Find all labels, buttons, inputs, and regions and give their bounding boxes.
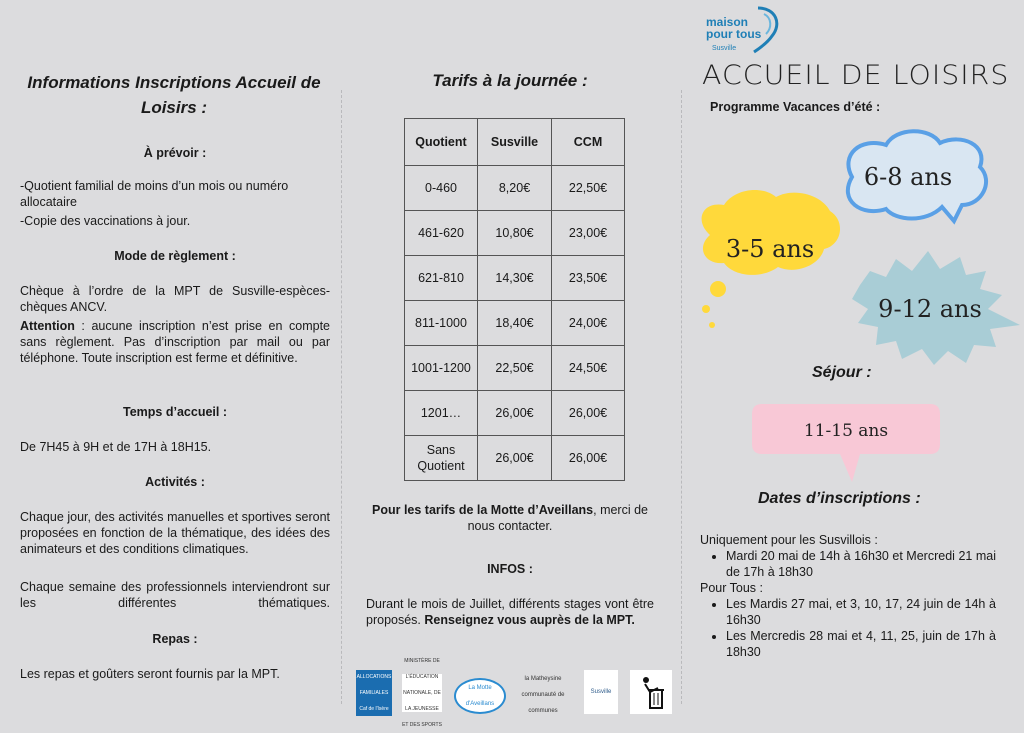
inscriptions-block xyxy=(700,532,996,660)
age-bubbles xyxy=(690,125,1024,365)
table-cell: 14,30€ xyxy=(478,256,552,301)
bubble-6-8 xyxy=(848,131,986,221)
susville-logo: Susville xyxy=(584,670,618,714)
table-cell: 23,50€ xyxy=(552,256,625,301)
table-cell: 811-1000 xyxy=(405,301,478,346)
bubble-9-12 xyxy=(852,251,1020,365)
table-cell: 1201… xyxy=(405,391,478,436)
activites-text-2: Chaque semaine des professionnels interviendront sur les différentes thématiques. xyxy=(20,580,330,610)
tarifs-table xyxy=(404,118,625,481)
activites-text-1: Chaque jour, des activités manuelles et sportives seront proposées en fonction de la thématique, des idées des animateurs et des conditions climatiques. xyxy=(20,510,330,556)
tarifs-title: Tarifs à la journée : xyxy=(432,71,588,90)
table-header-cell: Quotient xyxy=(405,119,478,166)
repas-text: Les repas et goûters seront fournis par la MPT. xyxy=(20,667,280,681)
maison-pour-tous-logo xyxy=(698,4,788,56)
temps-text: De 7H45 à 9H et de 17H à 18H15. xyxy=(20,440,212,454)
partner-logos xyxy=(352,658,672,728)
left-column xyxy=(18,0,330,724)
table-cell: 8,20€ xyxy=(478,166,552,211)
logo-line-2: pour tous xyxy=(706,27,762,41)
table-header-cell: Susville xyxy=(478,119,552,166)
reglement-heading: Mode de règlement : xyxy=(114,249,236,263)
repas-heading: Repas : xyxy=(152,632,198,646)
list-item: • Les Mercredis 28 mai et 4, 11, 25, juin de 17h à 18h30 xyxy=(726,628,996,660)
motte-logo: La Motte d'Aveillans xyxy=(454,678,506,714)
temps-heading: Temps d’accueil : xyxy=(123,405,227,419)
table-cell: 24,50€ xyxy=(552,346,625,391)
logo-line-1: maison xyxy=(706,15,749,29)
age-label-6-8: 6-8 ans xyxy=(863,163,953,191)
accueil-title: ACCUEIL DE LOISIRS xyxy=(702,60,1010,91)
infos-heading: INFOS : xyxy=(487,562,533,576)
table-cell: 461-620 xyxy=(405,211,478,256)
middle-column xyxy=(352,0,668,728)
attention-label: Attention xyxy=(20,319,75,333)
age-label-3-5: 3-5 ans xyxy=(725,235,815,263)
table-cell: 1001-1200 xyxy=(405,346,478,391)
table-row xyxy=(405,301,625,346)
table-cell: Sans Quotient xyxy=(405,436,478,481)
table-cell: 621-810 xyxy=(405,256,478,301)
susvillois-intro: Uniquement pour les Susvillois : xyxy=(700,533,878,547)
activites-heading: Activités : xyxy=(145,475,205,489)
table-cell: 23,00€ xyxy=(552,211,625,256)
bubble-11-15 xyxy=(750,400,950,490)
motte-note xyxy=(372,502,648,534)
prevoir-line-1: -Quotient familial de moins d’un mois ou numéro allocataire xyxy=(20,179,289,209)
reglement-text: Chèque à l’ordre de la MPT de Susville-espèces-chèques ANCV. xyxy=(20,284,330,314)
age-label-9-12: 9-12 ans xyxy=(878,295,982,323)
prevoir-heading: À prévoir : xyxy=(143,146,207,160)
table-cell: 26,00€ xyxy=(552,391,625,436)
dates-heading: Dates d’inscriptions : xyxy=(758,490,921,507)
tous-intro: Pour Tous : xyxy=(700,581,764,595)
matheysine-logo: la Matheysine communauté de communes xyxy=(521,676,565,714)
tous-list xyxy=(700,596,996,660)
table-cell: 18,40€ xyxy=(478,301,552,346)
infos-bold: Renseignez vous auprès de la MPT. xyxy=(424,613,635,627)
table-cell: 26,00€ xyxy=(552,436,625,481)
table-row xyxy=(405,391,625,436)
table-row xyxy=(405,211,625,256)
table-cell: 26,00€ xyxy=(478,436,552,481)
table-row xyxy=(405,436,625,481)
right-column xyxy=(690,0,1020,724)
logo-line-3: Susville xyxy=(712,45,737,52)
ministere-logo: MINISTÈRE DE L'ÉDUCATION NATIONALE, DE LA JEUNESSE ET DES SPORTS xyxy=(402,658,442,728)
bubble-3-5 xyxy=(702,190,840,328)
table-cell: 22,50€ xyxy=(552,166,625,211)
attention-text: : aucune inscription n’est prise en compte sans règlement. Pas d’inscription par mail ou par téléphone. Toute inscription est ferme et définitive. xyxy=(20,319,330,365)
table-row xyxy=(405,256,625,301)
motte-note-bold: Pour les tarifs de la Motte d’Aveillans xyxy=(372,503,594,517)
programme-subtitle: Programme Vacances d’été : xyxy=(710,100,881,114)
table-cell: 10,80€ xyxy=(478,211,552,256)
infos-text: Durant le mois de Juillet, différents stages vont être proposés. xyxy=(366,597,654,627)
table-cell: 22,50€ xyxy=(478,346,552,391)
table-cell: 26,00€ xyxy=(478,391,552,436)
list-item: • Mardi 20 mai de 14h à 16h30 et Mercredi 21 mai de 17h à 18h30 xyxy=(726,548,996,580)
table-cell: 24,00€ xyxy=(552,301,625,346)
table-header-row xyxy=(405,119,625,166)
column-divider-2 xyxy=(681,90,682,704)
recycling-bin-icon xyxy=(630,670,672,714)
motte-note-rest: , merci de nous contacter. xyxy=(467,503,649,533)
sejour-age-label: 11-15 ans xyxy=(803,421,889,441)
sejour-heading: Séjour : xyxy=(812,364,872,381)
column-divider-1 xyxy=(341,90,342,704)
left-title: Informations Inscriptions Accueil de Loisirs : xyxy=(27,73,321,117)
infos-paragraph xyxy=(366,596,654,628)
attention-paragraph xyxy=(20,318,330,366)
table-row xyxy=(405,346,625,391)
prevoir-line-2: -Copie des vaccinations à jour. xyxy=(20,214,191,228)
susvillois-list xyxy=(700,548,996,580)
table-cell: 0-460 xyxy=(405,166,478,211)
table-header-cell: CCM xyxy=(552,119,625,166)
table-row xyxy=(405,166,625,211)
caf-logo: ALLOCATIONS FAMILIALES Caf de l'Isère xyxy=(356,670,392,716)
list-item: • Les Mardis 27 mai, et 3, 10, 17, 24 juin de 14h à 16h30 xyxy=(726,596,996,628)
